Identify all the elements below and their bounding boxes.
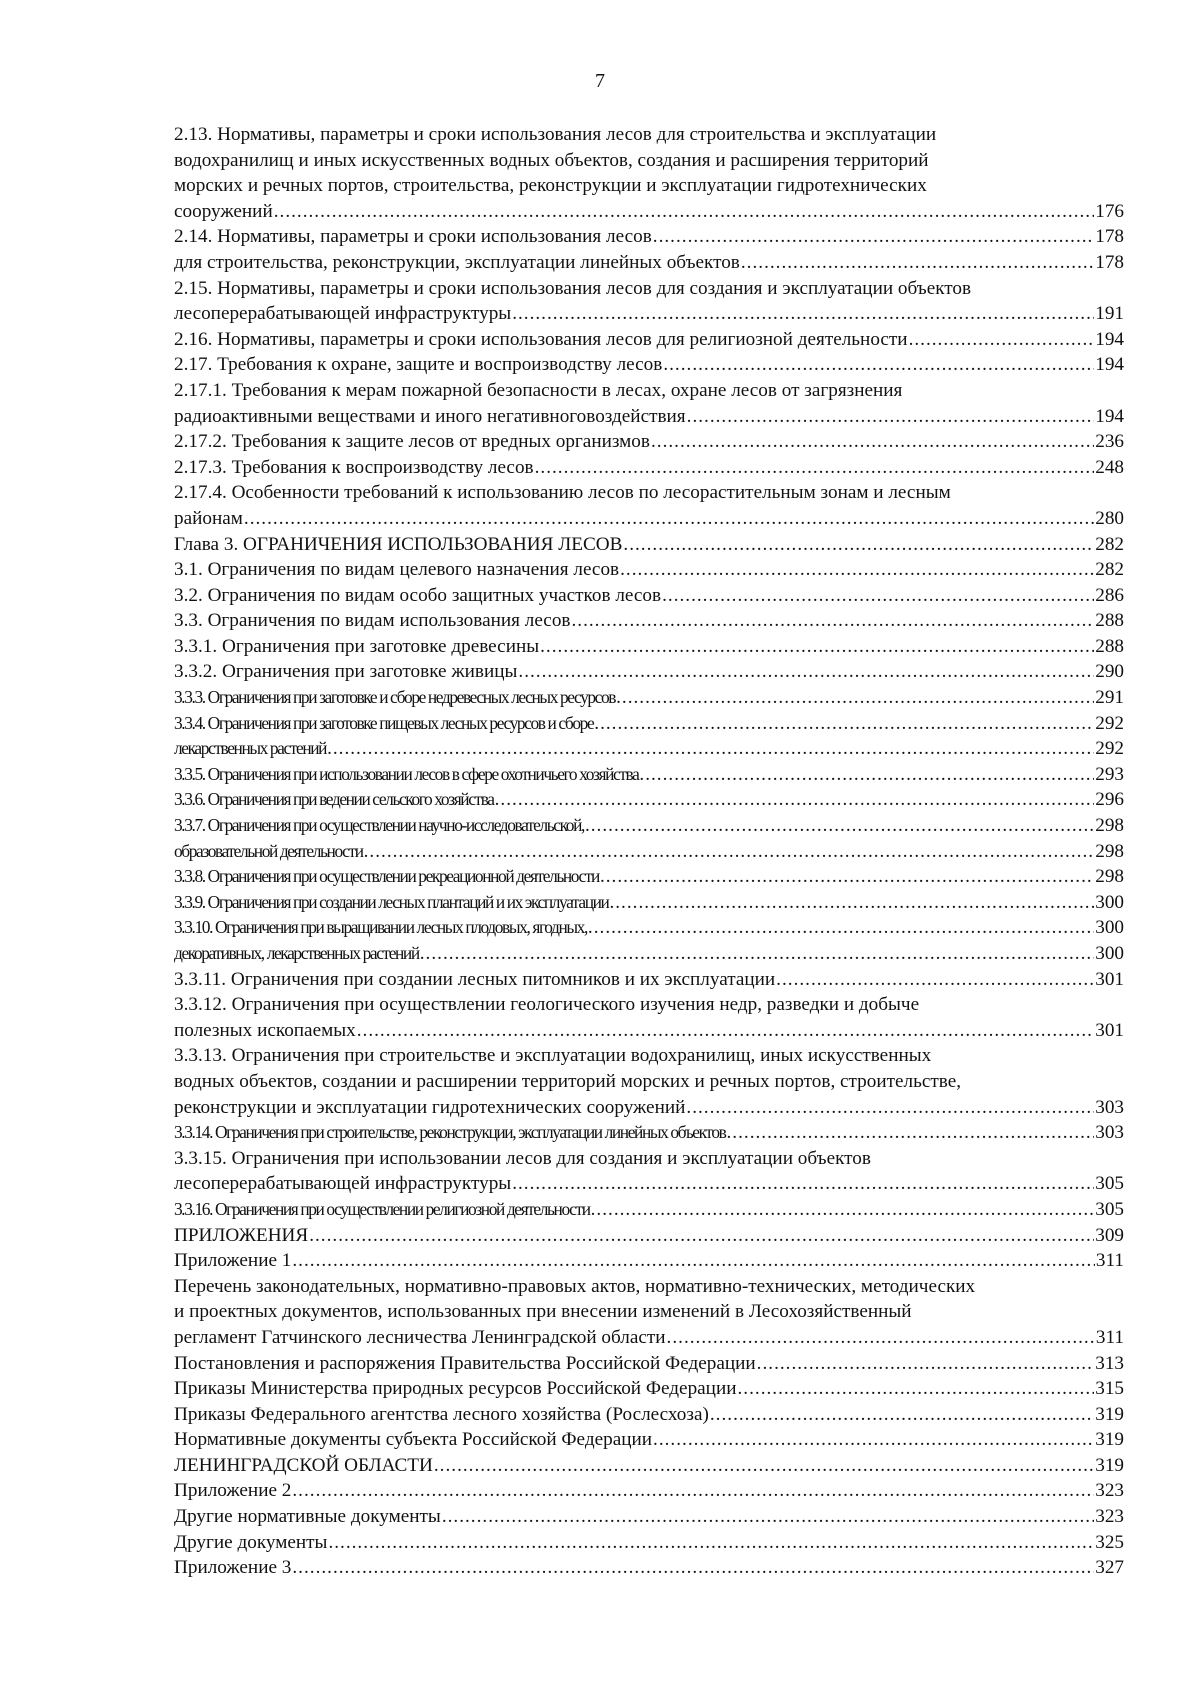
toc-entry-text: Другие нормативные документы [174, 1506, 441, 1528]
toc-page-number: 194 [1095, 405, 1124, 427]
toc-page-number: 286 [1095, 584, 1124, 606]
toc-line [174, 813, 1124, 839]
toc-page-number: 315 [1095, 1378, 1124, 1400]
toc-line [174, 1069, 1124, 1095]
toc-line [174, 685, 1124, 711]
toc-line [174, 1299, 1124, 1325]
toc-entry-text: Приложение 2 [174, 1480, 292, 1502]
toc-page-number: 290 [1095, 661, 1124, 683]
dot-leader [274, 199, 1095, 225]
toc-entry-text: 3.3.7. Ограничения при осуществлении научно-исследовательской, [174, 815, 584, 836]
toc-line [174, 762, 1124, 788]
dot-leader [741, 250, 1094, 276]
toc-page-number: 300 [1095, 917, 1124, 939]
toc-entry-text: Приказы Министерства природных ресурсов Российской Федерации [174, 1378, 737, 1400]
dot-leader [364, 839, 1095, 865]
dot-leader [662, 583, 1094, 609]
toc-entry-text: 3.3.5. Ограничения при использовании лесов в сфере охотничьего хозяйства [174, 763, 639, 784]
toc-entry-text: 3.3.13. Ограничения при строительстве и эксплуатации водохранилищ, иных искусственных [174, 1045, 932, 1067]
dot-leader [292, 1555, 1094, 1581]
dot-leader [653, 224, 1094, 250]
toc-entry-text: Нормативные документы субъекта Российской Федерации [174, 1429, 653, 1451]
toc-page-number: 303 [1095, 1096, 1124, 1118]
toc-line [174, 506, 1124, 532]
toc-line [174, 1043, 1124, 1069]
toc-line [174, 1274, 1124, 1300]
dot-leader [591, 1197, 1095, 1223]
toc-line [174, 1171, 1124, 1197]
toc-line [174, 1325, 1124, 1351]
toc-entry-text: лекарственных растений [174, 738, 327, 759]
toc-entry-text: 2.17.3. Требования к воспроизводству лесов [174, 456, 534, 478]
toc-line [174, 864, 1124, 890]
toc-line [174, 967, 1124, 993]
toc-line [174, 1402, 1124, 1428]
toc-entry-text: декоративных, лекарственных растений [174, 943, 419, 963]
toc-line [174, 173, 1124, 199]
toc-page-number: 327 [1095, 1557, 1124, 1579]
toc-entry-text: 3.3.14. Ограничения при строительстве, реконструкции, эксплуатации линейных объектов [174, 1122, 726, 1143]
toc-page-number: 325 [1095, 1531, 1124, 1553]
dot-leader [420, 941, 1094, 967]
toc-entry-text: районам [174, 507, 243, 529]
toc-line [174, 1376, 1124, 1402]
toc-page-number: 293 [1095, 763, 1124, 785]
toc-line [174, 404, 1124, 430]
table-of-contents [174, 122, 1124, 1581]
toc-page-number: 319 [1095, 1403, 1124, 1425]
toc-line [174, 250, 1124, 276]
toc-line [174, 1197, 1124, 1223]
toc-entry-text: Перечень законодательных, нормативно-правовых актов, нормативно-технических, методических [174, 1275, 976, 1297]
toc-entry-text: 3.3.8. Ограничения при осуществлении рекреационной деятельности [174, 866, 599, 887]
toc-entry-text: 3.3.4. Ограничения при заготовке пищевых лесных ресурсов и сборе [174, 712, 594, 733]
toc-page-number: 292 [1095, 712, 1124, 734]
toc-entry-text: 3.3.12. Ограничения при осуществлении геологического изучения недр, разведки и добыче [174, 994, 920, 1016]
toc-entry-text: реконструкции и эксплуатации гидротехнических сооружений [174, 1096, 686, 1118]
dot-leader [540, 634, 1094, 660]
dot-leader [620, 557, 1094, 583]
toc-entry-text: морских и речных портов, строительства, реконструкции и эксплуатации гидротехнических [174, 175, 927, 197]
toc-page-number: 300 [1095, 891, 1124, 913]
toc-line [174, 1453, 1124, 1479]
dot-leader [327, 736, 1094, 762]
toc-line [174, 352, 1124, 378]
toc-page-number: 319 [1095, 1429, 1124, 1451]
toc-page-number: 301 [1095, 1019, 1124, 1041]
toc-entry-text: Приложение 1 [174, 1250, 292, 1272]
toc-line [174, 276, 1124, 302]
toc-line [174, 1478, 1124, 1504]
dot-leader [663, 352, 1094, 378]
toc-line [174, 301, 1124, 327]
toc-line [174, 992, 1124, 1018]
dot-leader [495, 787, 1095, 813]
dot-leader [512, 301, 1094, 327]
toc-entry-text: 3.3.10. Ограничения при выращивании лесных плодовых, ягодных, [174, 917, 587, 938]
toc-entry-text: 2.14. Нормативы, параметры и сроки использования лесов [174, 226, 652, 248]
toc-line [174, 378, 1124, 404]
toc-page-number: 282 [1095, 533, 1124, 555]
dot-leader [571, 608, 1094, 634]
toc-line [174, 736, 1124, 762]
toc-page-number: 292 [1095, 738, 1124, 760]
toc-entry-text: регламент Гатчинского лесничества Ленинградской области [174, 1326, 666, 1348]
toc-entry-text: Другие документы [174, 1531, 328, 1553]
toc-line [174, 583, 1124, 609]
toc-line [174, 199, 1124, 225]
dot-leader [727, 1120, 1095, 1146]
toc-page-number: 296 [1095, 789, 1124, 811]
toc-entry-text: Постановления и распоряжения Правительства Российской Федерации [174, 1352, 756, 1374]
toc-entry-text: 3.1. Ограничения по видам целевого назначения лесов [174, 559, 620, 581]
toc-line [174, 429, 1124, 455]
toc-entry-text: 2.17.2. Требования к защите лесов от вредных организмов [174, 431, 650, 453]
toc-line [174, 1120, 1124, 1146]
toc-line [174, 1351, 1124, 1377]
toc-page-number: 194 [1095, 354, 1124, 376]
toc-entry-text: водохранилищ и иных искусственных водных объектов, создания и расширения территорий [174, 149, 929, 171]
dot-leader [292, 1248, 1095, 1274]
toc-page-number: 305 [1095, 1173, 1124, 1195]
toc-page-number: 323 [1095, 1480, 1124, 1502]
toc-line [174, 890, 1124, 916]
dot-leader [594, 711, 1094, 737]
toc-page-number: 282 [1095, 559, 1124, 581]
toc-line [174, 1146, 1124, 1172]
toc-entry-text: 2.17.1. Требования к мерам пожарной безопасности в лесах, охране лесов от загрязнения [174, 379, 903, 401]
toc-line [174, 608, 1124, 634]
dot-leader [600, 864, 1094, 890]
toc-line [174, 1018, 1124, 1044]
dot-leader [757, 1351, 1095, 1377]
toc-entry-text: Приказы Федерального агентства лесного хозяйства (Рослесхоза) [174, 1403, 709, 1425]
dot-leader [434, 1453, 1094, 1479]
toc-entry-text: сооружений [174, 200, 273, 222]
toc-page-number: 236 [1095, 431, 1124, 453]
toc-line [174, 915, 1124, 941]
toc-page-number: 301 [1095, 968, 1124, 990]
toc-page-number: 298 [1095, 866, 1124, 888]
dot-leader [512, 1171, 1094, 1197]
dot-leader [309, 1223, 1094, 1249]
toc-line [174, 634, 1124, 660]
page-number: 7 [595, 70, 605, 92]
toc-page-number: 309 [1095, 1224, 1124, 1246]
dot-leader [738, 1376, 1095, 1402]
toc-page-number: 305 [1095, 1198, 1124, 1220]
toc-line [174, 122, 1124, 148]
toc-entry-text: радиоактивными веществами и иного негативноговоздействия [174, 405, 686, 427]
toc-entry-text: 3.2. Ограничения по видам особо защитных участков лесов [174, 584, 662, 606]
toc-page-number: 311 [1095, 1326, 1124, 1348]
toc-line [174, 1223, 1124, 1249]
dot-leader [585, 813, 1094, 839]
toc-line [174, 839, 1124, 865]
toc-entry-text: ПРИЛОЖЕНИЯ [174, 1224, 309, 1246]
toc-page-number: 319 [1095, 1454, 1124, 1476]
toc-page-number: 178 [1095, 251, 1124, 273]
toc-line [174, 455, 1124, 481]
toc-page-number: 248 [1095, 456, 1124, 478]
toc-entry-text: ЛЕНИНГРАДСКОЙ ОБЛАСТИ [174, 1454, 433, 1476]
toc-page-number: 176 [1095, 200, 1124, 222]
toc-line [174, 327, 1124, 353]
toc-entry-text: 2.17. Требования к охране, защите и воспроизводству лесов [174, 354, 663, 376]
toc-line [174, 941, 1124, 967]
dot-leader [653, 1427, 1094, 1453]
toc-entry-text: для строительства, реконструкции, эксплуатации линейных объектов [174, 251, 740, 273]
toc-line [174, 1530, 1124, 1556]
toc-line [174, 1555, 1124, 1581]
dot-leader [518, 659, 1094, 685]
toc-page-number: 300 [1095, 943, 1124, 964]
toc-entry-text: водных объектов, создании и расширении территорий морских и речных портов, строительстве, [174, 1070, 962, 1092]
toc-line [174, 711, 1124, 737]
dot-leader [687, 404, 1095, 430]
dot-leader [244, 506, 1094, 532]
toc-entry-text: полезных ископаемых [174, 1019, 356, 1041]
toc-entry-text: 3.3.11. Ограничения при создании лесных питомников и их эксплуатации [174, 968, 776, 990]
toc-entry-text: 3.3.6. Ограничения при ведении сельского хозяйства [174, 789, 494, 810]
toc-entry-text: Глава 3. ОГРАНИЧЕНИЯ ИСПОЛЬЗОВАНИЯ ЛЕСОВ [174, 533, 623, 555]
toc-entry-text: 3.3.9. Ограничения при создании лесных плантаций и их эксплуатации [174, 891, 609, 912]
dot-leader [588, 915, 1094, 941]
toc-line [174, 659, 1124, 685]
toc-page-number: 311 [1095, 1250, 1124, 1272]
toc-entry-text: лесоперерабатывающей инфраструктуры [174, 1173, 512, 1195]
toc-entry-text: 3.3.3. Ограничения при заготовке и сборе недревесных лесных ресурсов [174, 687, 616, 708]
toc-line [174, 1248, 1124, 1274]
toc-entry-text: 2.17.4. Особенности требований к использованию лесов по лесорастительным зонам и лесным [174, 482, 951, 504]
dot-leader [651, 429, 1094, 455]
dot-leader [328, 1530, 1094, 1556]
toc-page-number: 194 [1095, 328, 1124, 350]
toc-line [174, 557, 1124, 583]
dot-leader [535, 455, 1095, 481]
toc-line [174, 148, 1124, 174]
toc-line [174, 1095, 1124, 1121]
toc-page-number: 280 [1095, 507, 1124, 529]
toc-page-number: 298 [1095, 815, 1124, 837]
toc-entry-text: 2.16. Нормативы, параметры и сроки использования лесов для религиозной деятельности [174, 328, 908, 350]
dot-leader [292, 1478, 1094, 1504]
toc-page-number: 313 [1095, 1352, 1124, 1374]
toc-line [174, 224, 1124, 250]
toc-entry-text: Приложение 3 [174, 1557, 292, 1579]
toc-page-number: 191 [1095, 303, 1124, 325]
toc-entry-text: 3.3. Ограничения по видам использования лесов [174, 610, 571, 632]
toc-page-number: 288 [1095, 610, 1124, 632]
dot-leader [639, 762, 1094, 788]
toc-entry-text: 3.3.15. Ограничения при использовании лесов для создания и эксплуатации объектов [174, 1147, 871, 1169]
toc-page-number: 291 [1095, 687, 1124, 709]
toc-page-number: 323 [1095, 1506, 1124, 1528]
dot-leader [609, 890, 1094, 916]
toc-entry-text: 2.15. Нормативы, параметры и сроки использования лесов для создания и эксплуатации объектов [174, 277, 972, 299]
dot-leader [710, 1402, 1094, 1428]
toc-entry-text: 3.3.2. Ограничения при заготовке живицы [174, 661, 518, 683]
toc-line [174, 787, 1124, 813]
toc-entry-text: 3.3.16. Ограничения при осуществлении религиозной деятельности [174, 1198, 590, 1219]
toc-entry-text: 2.13. Нормативы, параметры и сроки использования лесов для строительства и эксплуатации [174, 124, 937, 145]
dot-leader [616, 685, 1094, 711]
toc-line [174, 1504, 1124, 1530]
dot-leader [623, 532, 1094, 558]
dot-leader [909, 327, 1095, 353]
toc-line [174, 1427, 1124, 1453]
dot-leader [357, 1018, 1095, 1044]
toc-line [174, 480, 1124, 506]
toc-page-number: 298 [1095, 840, 1124, 862]
toc-entry-text: 3.3.1. Ограничения при заготовке древесины [174, 635, 540, 657]
toc-entry-text: лесоперерабатывающей инфраструктуры [174, 303, 512, 325]
dot-leader [686, 1095, 1094, 1121]
dot-leader [442, 1504, 1094, 1530]
dot-leader [776, 967, 1094, 993]
toc-entry-text: и проектных документов, использованных при внесении изменений в Лесохозяйственный [174, 1301, 912, 1323]
dot-leader [667, 1325, 1095, 1351]
toc-line [174, 532, 1124, 558]
toc-page-number: 288 [1095, 635, 1124, 657]
toc-page-number: 178 [1095, 226, 1124, 248]
toc-entry-text: образовательной деятельности [174, 840, 363, 861]
toc-page-number: 303 [1095, 1122, 1124, 1144]
